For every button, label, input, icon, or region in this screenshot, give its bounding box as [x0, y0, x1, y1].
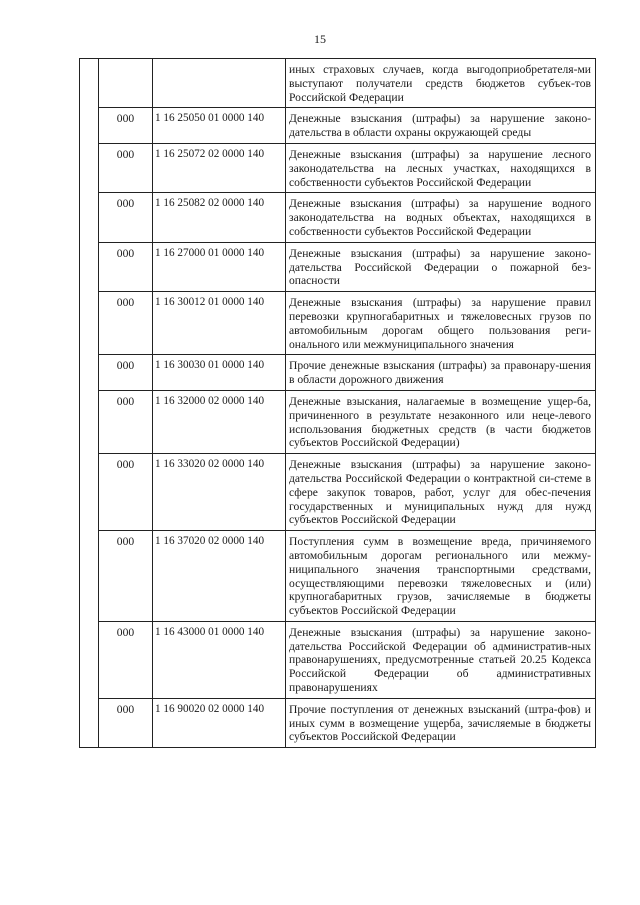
- description-cell: Поступления сумм в возмещение вреда, причиняемого автомобильным дорогам регионального или межму-ниципального значения транспортными средствами, осуществляющими перевозки тяжеловесных и (или) крупногабаритных грузов, зачисляемые в бюджеты субъектов Российской Федерации: [286, 531, 596, 622]
- admin-code-cell: 000: [99, 621, 153, 698]
- budget-code-cell: 1 16 25082 02 0000 140: [153, 193, 286, 242]
- table-row: [80, 108, 596, 144]
- table-row: [80, 355, 596, 391]
- description-cell: Прочие поступления от денежных взысканий (штра-фов) и иных сумм в возмещение ущерба, зачисляемые в бюджеты субъектов Российской Федерации: [286, 698, 596, 747]
- table-row: [80, 454, 596, 531]
- table-row: [80, 242, 596, 291]
- blank-column-cell: [80, 59, 99, 748]
- description-cell: Денежные взыскания (штрафы) за нарушение законо-дательства Российской Федерации об административ-ных правонарушениях, предусмотренные статьей 20.25 Кодекса Российской Федерации об административных правонарушениях: [286, 621, 596, 698]
- budget-code-cell: 1 16 25050 01 0000 140: [153, 108, 286, 144]
- table-body: [80, 59, 596, 748]
- admin-code-cell: 000: [99, 390, 153, 453]
- admin-code-cell: [99, 59, 153, 108]
- admin-code-cell: 000: [99, 292, 153, 355]
- budget-code-cell: 1 16 37020 02 0000 140: [153, 531, 286, 622]
- budget-code-cell: 1 16 30012 01 0000 140: [153, 292, 286, 355]
- budget-code-cell: 1 16 30030 01 0000 140: [153, 355, 286, 391]
- table-row: [80, 193, 596, 242]
- admin-code-cell: 000: [99, 242, 153, 291]
- description-cell: Денежные взыскания, налагаемые в возмещение ущер-ба, причиненного в результате незаконного или неце-левого использования бюджетных средств (в части бюджетов субъектов Российской Федерации): [286, 390, 596, 453]
- description-cell: Денежные взыскания (штрафы) за нарушение законо-дательства Российской Федерации о пожарной без-опасности: [286, 242, 596, 291]
- budget-code-cell: 1 16 43000 01 0000 140: [153, 621, 286, 698]
- admin-code-cell: 000: [99, 193, 153, 242]
- table-row: [80, 621, 596, 698]
- table-row: [80, 292, 596, 355]
- table-row: [80, 59, 596, 108]
- description-cell: Прочие денежные взыскания (штрафы) за правонару-шения в области дорожного движения: [286, 355, 596, 391]
- budget-code-cell: 1 16 27000 01 0000 140: [153, 242, 286, 291]
- revenue-classification-table: [79, 58, 596, 748]
- budget-code-cell: 1 16 32000 02 0000 140: [153, 390, 286, 453]
- admin-code-cell: 000: [99, 143, 153, 192]
- description-cell: Денежные взыскания (штрафы) за нарушение лесного законодательства на лесных участках, находящихся в собственности субъектов Российской Федерации: [286, 143, 596, 192]
- description-cell: Денежные взыскания (штрафы) за нарушение водного законодательства на водных объектах, находящихся в собственности субъектов Российской Федерации: [286, 193, 596, 242]
- description-cell: Денежные взыскания (штрафы) за нарушение законо-дательства Российской Федерации о контрактной си-стеме в сфере закупок товаров, работ, услуг для обес-печения государственных и муниципальных нужд для нужд субъектов Российской Федерации: [286, 454, 596, 531]
- admin-code-cell: 000: [99, 108, 153, 144]
- admin-code-cell: 000: [99, 454, 153, 531]
- admin-code-cell: 000: [99, 531, 153, 622]
- table-row: [80, 698, 596, 747]
- description-cell: иных страховых случаев, когда выгодоприобретателя-ми выступают получатели средств бюджетов субъек-тов Российской Федерации: [286, 59, 596, 108]
- admin-code-cell: 000: [99, 698, 153, 747]
- description-cell: Денежные взыскания (штрафы) за нарушение правил перевозки крупногабаритных и тяжеловесных грузов по автомобильным дорогам общего пользования реги-онального или межмуниципального значения: [286, 292, 596, 355]
- page-number: 15: [314, 32, 326, 46]
- budget-code-cell: [153, 59, 286, 108]
- table-row: [80, 390, 596, 453]
- table-row: [80, 531, 596, 622]
- table-row: [80, 143, 596, 192]
- description-cell: Денежные взыскания (штрафы) за нарушение законо-дательства в области охраны окружающей среды: [286, 108, 596, 144]
- budget-code-cell: 1 16 90020 02 0000 140: [153, 698, 286, 747]
- budget-code-cell: 1 16 25072 02 0000 140: [153, 143, 286, 192]
- admin-code-cell: 000: [99, 355, 153, 391]
- budget-code-cell: 1 16 33020 02 0000 140: [153, 454, 286, 531]
